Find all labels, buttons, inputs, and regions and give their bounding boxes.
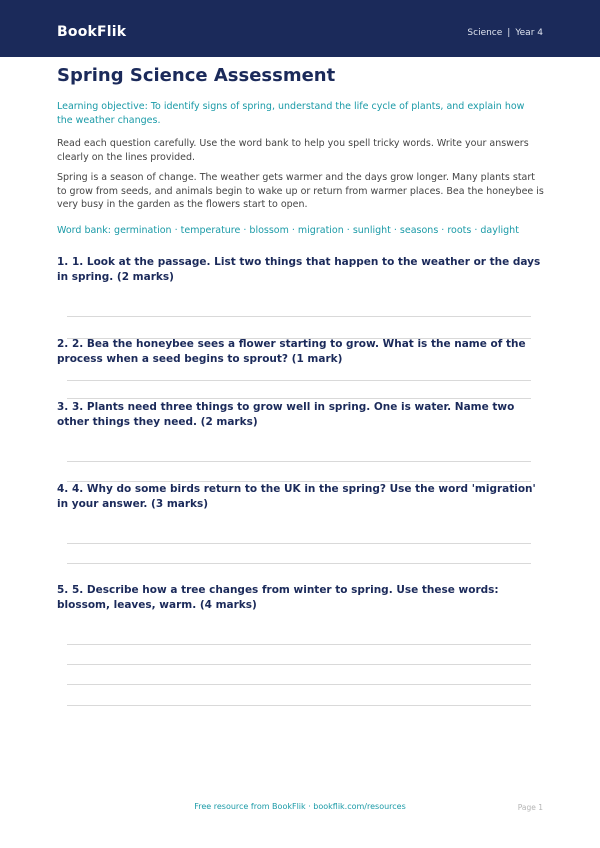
learning-objective: Learning objective: To identify signs of spring, understand the life cycle of plants, and explain how the weather changes. [57, 101, 525, 126]
page-number: Page 1 [517, 803, 543, 812]
answer-line[interactable] [67, 563, 531, 564]
subject-label: Science [467, 28, 503, 38]
question-5: 5. 5. Describe how a tree changes from winter to spring. Use these words: blossom, leaves, warm. (4 marks) [57, 584, 499, 611]
answer-line[interactable] [67, 316, 531, 317]
answer-line[interactable] [67, 684, 531, 685]
brand-logo: BookFlik [57, 24, 127, 40]
question-3: 3. 3. Plants need three things to grow well in spring. One is water. Name two other things they need. (2 marks) [57, 401, 515, 428]
answer-line[interactable] [67, 338, 531, 339]
answer-line[interactable] [67, 481, 531, 482]
answer-line[interactable] [67, 664, 531, 665]
footer-link[interactable]: Free resource from BookFlik · bookflik.com/resources [194, 802, 406, 811]
header-meta [467, 28, 543, 38]
year-label: Year 4 [515, 28, 543, 38]
answer-line[interactable] [67, 705, 531, 706]
answer-line[interactable] [67, 380, 531, 381]
question-2: 2. 2. Bea the honeybee sees a flower starting to grow. What is the name of the process when a seed begins to sprout? (1 mark) [57, 338, 526, 365]
answer-line[interactable] [67, 461, 531, 462]
page-header [0, 0, 600, 57]
instructions: Read each question carefully. Use the word bank to help you spell tricky words. Write your answers clearly on the lines provided. [57, 138, 529, 163]
answer-line[interactable] [67, 543, 531, 544]
word-bank: Word bank: germination · temperature · blossom · migration · sunlight · seasons · roots · daylight [57, 225, 519, 236]
meta-separator: | [507, 28, 511, 38]
reading-passage: Spring is a season of change. The weather gets warmer and the days grow longer. Many plants start to grow from seeds, and animals begin to wake up or return from warmer places. Bea the honeybee is very busy in the garden as the flowers start to open. [57, 172, 544, 210]
answer-line[interactable] [67, 644, 531, 645]
answer-line[interactable] [67, 398, 531, 399]
question-1: 1. 1. Look at the passage. List two things that happen to the weather or the days in spring. (2 marks) [57, 256, 541, 283]
page-title: Spring Science Assessment [57, 65, 336, 86]
question-4: 4. 4. Why do some birds return to the UK in the spring? Use the word 'migration' in your answer. (3 marks) [57, 483, 536, 510]
